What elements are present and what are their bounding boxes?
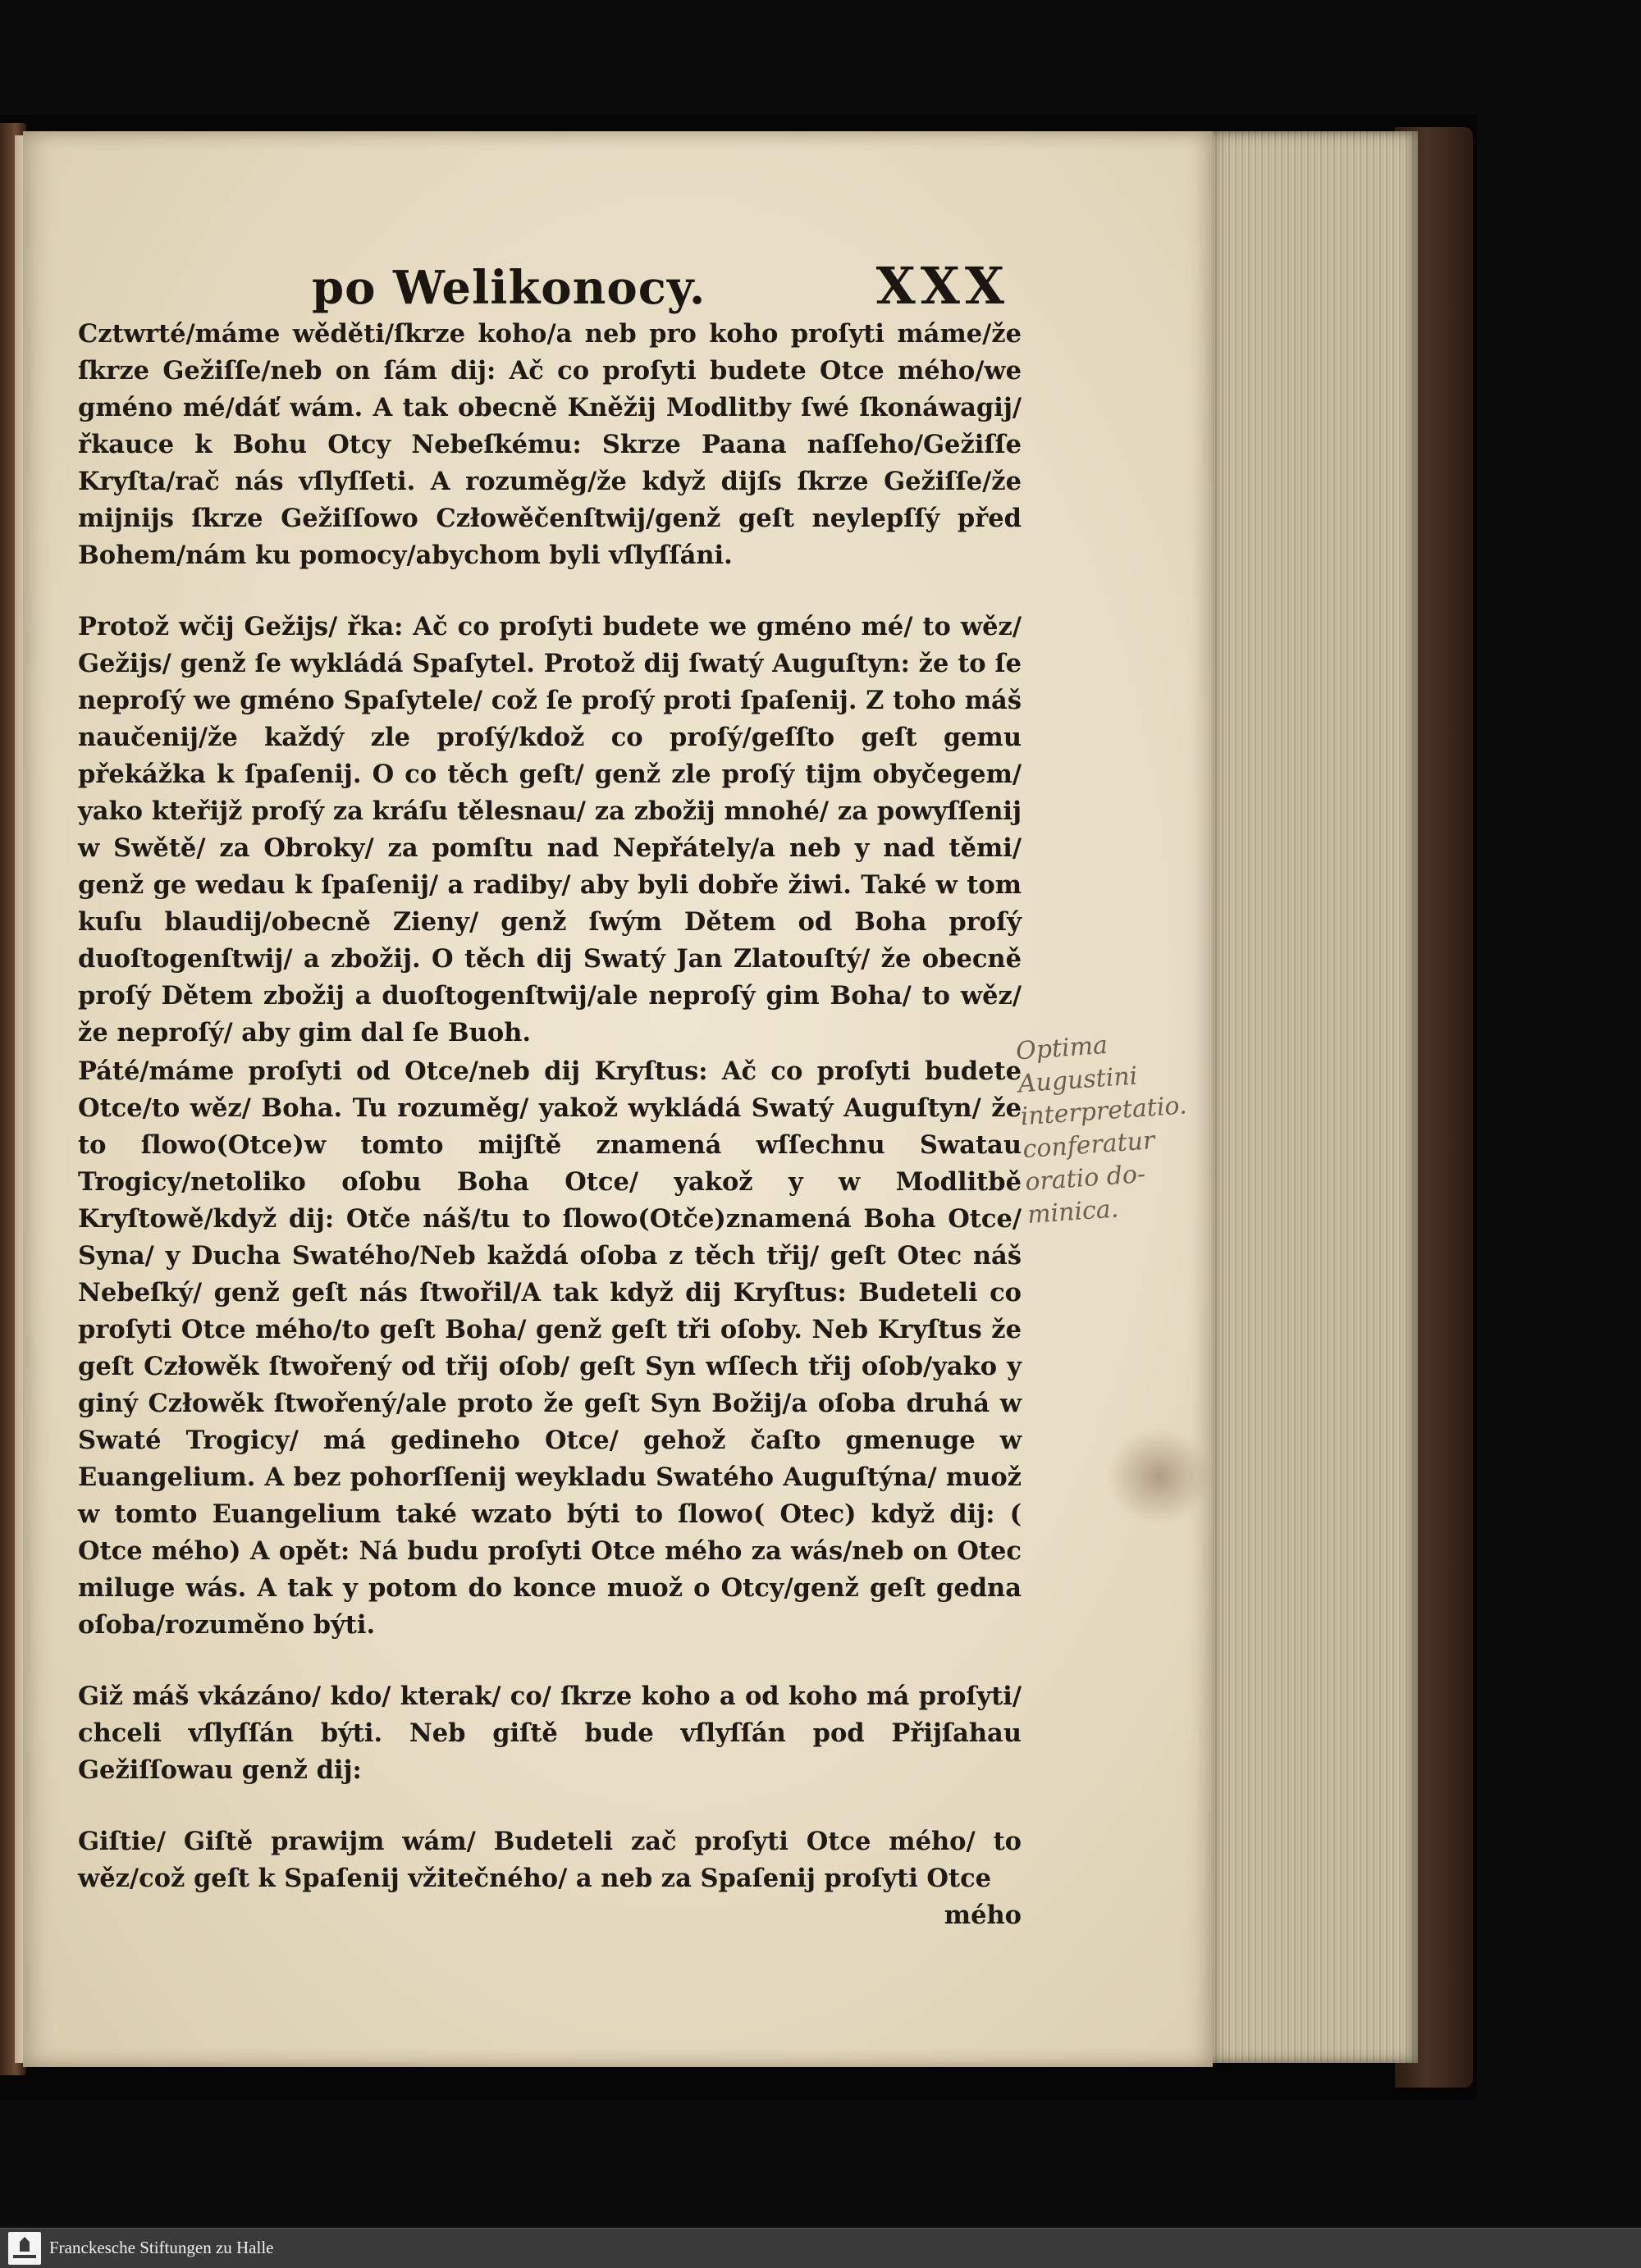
institution-name: Franckesche Stiftungen zu Halle <box>49 2238 274 2257</box>
catchword: mého <box>944 1901 1022 1930</box>
ink-stain <box>1106 1427 1213 1526</box>
page-body <box>78 316 1022 1934</box>
running-head: po Welikonocy. <box>312 261 706 315</box>
paragraph-fifth: Páté/máme proſyti od Otce/neb dij Kryſtus: Ač co proſyti budete Otce/to wěz/ Boha. Tu rozuměg/ yakož wykládá Swatý Auguſtyn/ že to ſlowo(Otce)w tomto mijſtě znamená wſſechnu Swatau Trogicy/netoliko oſobu Boha Otce/ yakož y w Modlitbě Kryſtowě/když dij: Otče náš/tu to ſlowo(Otče)znamená Boha Otce/ Syna/ y Ducha Swatého/Neb každá oſoba z těch třij/ geſt Otec náš Nebeſký/ genž geſt nás ſtwořil/A tak když dij Kryſtus: Budeteli co proſyti Otce mého/to geſt Boha/ genž geſt tři oſoby. Neb Kryſtus že geſt Człowěk ſtwořený od třij oſob/ geſt Syn wſſech třij oſob/yako y giný Człowěk ſtwořený/ale proto že geſt Syn Božij/a oſoba druhá w Swaté Trogicy/ má gedineho Otce/ gehož čaſto gmenuge w Euangelium. A bez pohorſſenij weykladu Swatého Auguſtýna/ muož w tomto Euangelium také wzato býti to ſlowo( Otec) když dij: ( Otce mého) A opět: Ná budu proſyti Otce mého za wás/neb on Otec miluge wás. A tak y potom do konce muož o Otcy/genž geſt gedna oſoba/rozuměno býti. <box>78 1056 1022 1640</box>
folio-number: XXX <box>875 256 1009 316</box>
page-block-fore-edge <box>1204 131 1418 2063</box>
paragraph-giste: Giſtie/ Giſtě prawijm wám/ Budeteli zač proſyti Otce mého/ to wěz/což geſt k Spaſenij vžitečného/ a neb za Spaſenij proſyti Otce <box>78 1827 1022 1893</box>
paragraph-fourth: Cztwrté/máme wěděti/ſkrze koho/a neb pro koho proſyti máme/že ſkrze Gežiſſe/neb on ſám dij: Ač co proſyti budete Otce mého/we gméno mé/dáť wám. A tak obecně Kněžij Modlitby ſwé ſkonáwagij/ řkauce k Bohu Otcy Nebeſkému: Skrze Paana naſſeho/Gežiſſe Kryſta/rač nás vſlyſſeti. A rozuměg/že když dijſs ſkrze Gežiſſe/že mijnijs ſkrze Gežiſſowo Człowěčenſtwij/genž geſt neylepſſý před Bohem/nám ku pomocy/abychom byli vſlyſſáni. <box>78 319 1022 570</box>
handwritten-marginal-note: Optima Augustini interpretatio. conferatur oratio do-minica. <box>1015 1030 1188 1230</box>
footer-bar <box>0 2228 1641 2268</box>
institution-logo-icon <box>8 2232 41 2265</box>
paragraph-protoz: Protož wčij Gežijs/ řka: Ač co proſyti budete we gméno mé/ to wěz/ Gežijs/ genž ſe wykládá Spaſytel. Protož dij ſwatý Auguſtyn: že to ſe neproſý we gméno Spaſytele/ což ſe proſý proti ſpaſenij. Z toho máš naučenij/že každý zle proſý/kdož co proſý/geſſto geſt gemu překážka k ſpaſenij. O co těch geſt/ genž zle proſý tijm obyčegem/ yako kteřijž proſý za kráſu tělesnau/ za zbožij mnohé/ za powyſſenij w Swětě/ za Obroky/ za pomſtu nad Nepřátely/a neb y nad těmi/ genž ge wedau k ſpaſenij/ a radiby/ aby byli dobře žiwi. Také w tom kuſu blaudij/obecně Zieny/ genž ſwým Dětem od Boha proſý duoſtogenſtwij/ a zbožij. O těch dij Swatý Jan Zlatouſtý/ že obecně proſý Dětem zbožij a duoſtogenſtwij/ale neproſý gim Boha/ to wěz/ že neproſý/ aby gim dal ſe Buoh. <box>78 612 1022 1047</box>
paragraph-giz: Giž máš vkázáno/ kdo/ kterak/ co/ ſkrze koho a od koho má proſyti/ chceli vſlyſſán býti. Neb giſtě bude vſlyſſán pod Přijſahau Gežiſſowau genž dij: <box>78 1682 1022 1785</box>
